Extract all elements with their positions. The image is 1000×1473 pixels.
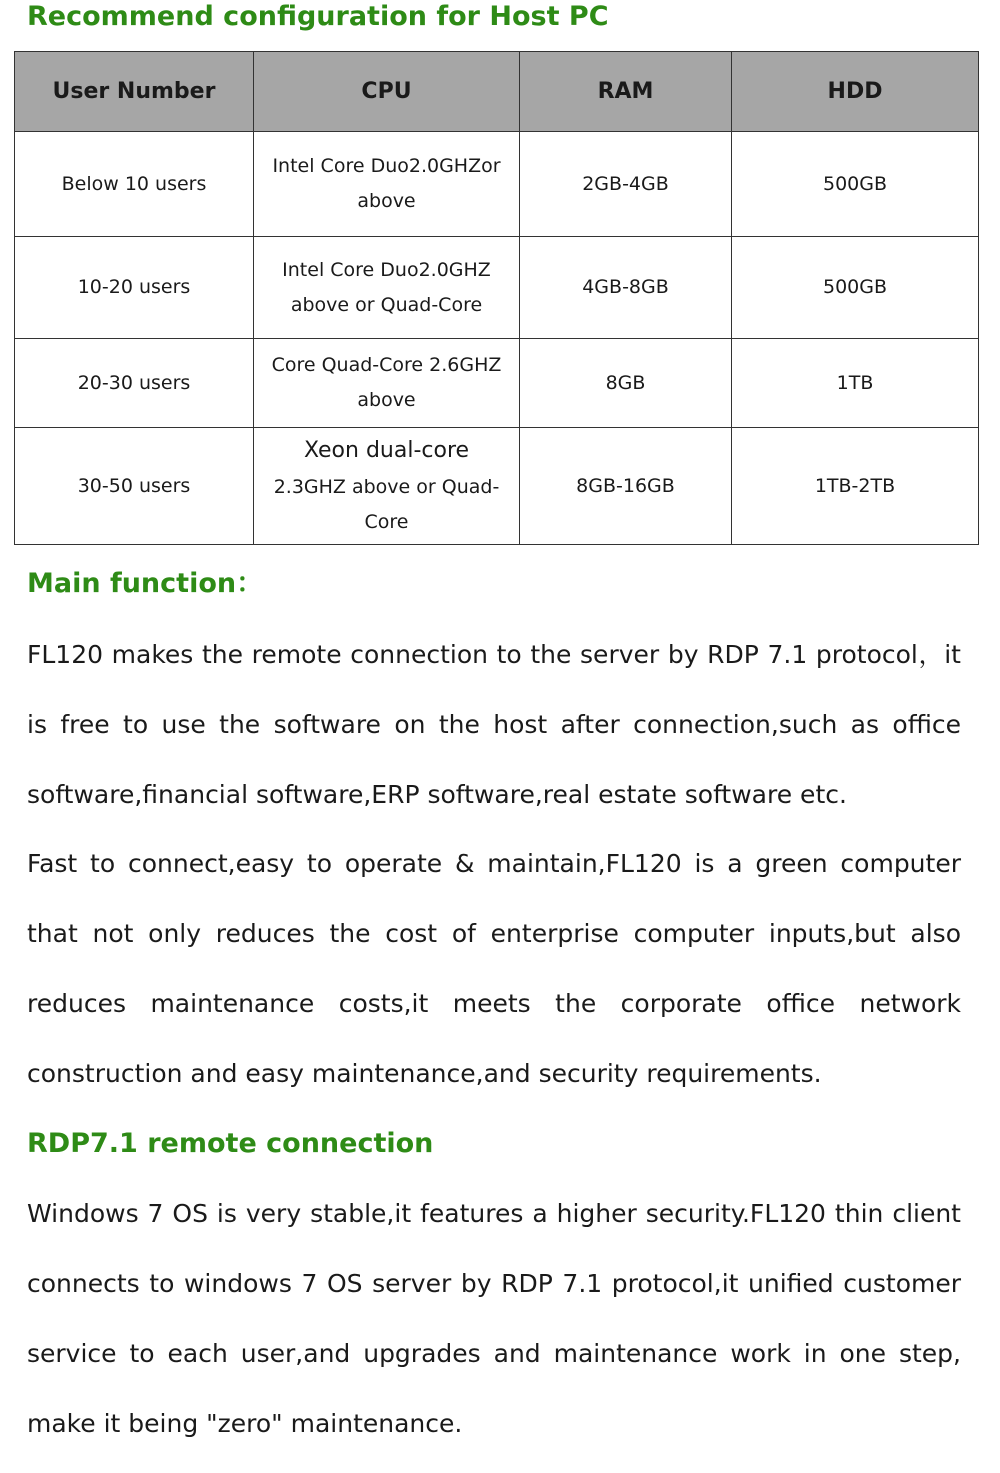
cell-ram: 8GB	[520, 339, 732, 428]
cell-users: 10-20 users	[15, 237, 254, 339]
cell-hdd: 500GB	[732, 132, 979, 237]
header-cpu: CPU	[254, 52, 520, 132]
rdp-paragraph: Windows 7 OS is very stable,it features a higher security.FL120 thin client connects to windows 7 OS server by RDP 7.1 protocol,it unified customer service to each user,and upgrades and maintenance work in one step, make it being "zero" maintenance.	[27, 1199, 961, 1438]
cell-ram: 2GB-4GB	[520, 132, 732, 237]
cell-users: 30-50 users	[15, 428, 254, 545]
cell-cpu: Intel Core Duo2.0GHZ above or Quad-Core	[254, 237, 520, 339]
header-hdd: HDD	[732, 52, 979, 132]
cell-cpu-line-2: 2.3GHZ above or Quad-Core	[273, 476, 500, 533]
table-row	[15, 237, 979, 339]
cell-hdd: 1TB-2TB	[732, 428, 979, 545]
host-config-table	[14, 51, 979, 545]
cell-cpu	[254, 428, 520, 545]
cell-hdd: 1TB	[732, 339, 979, 428]
cell-ram: 8GB-16GB	[520, 428, 732, 545]
cell-users: 20-30 users	[15, 339, 254, 428]
main-function-paragraph-2: Fast to connect,easy to operate & maintain,FL120 is a green computer that not only reduces the cost of enterprise computer inputs,but also reduces maintenance costs,it meets the corporate office network construction and easy maintenance,and security requirements.	[27, 849, 961, 1088]
cell-hdd: 500GB	[732, 237, 979, 339]
table-row	[15, 132, 979, 237]
page-title: Recommend configuration for Host PC	[27, 1, 609, 32]
main-function-heading: Main function：	[27, 568, 264, 599]
cell-cpu-line-1: Xeon dual-core	[303, 438, 470, 463]
cell-users: Below 10 users	[15, 132, 254, 237]
table-row	[15, 339, 979, 428]
main-function-paragraph-1: FL120 makes the remote connection to the server by RDP 7.1 protocol，it is free to use the software on the host after connection,such as office software,financial software,ERP software,real estate software etc.	[27, 640, 961, 809]
cell-cpu: Intel Core Duo2.0GHZor above	[254, 132, 520, 237]
table-header-row	[15, 52, 979, 132]
header-user-number: User Number	[15, 52, 254, 132]
header-ram: RAM	[520, 52, 732, 132]
rdp-heading: RDP7.1 remote connection	[27, 1128, 434, 1159]
table-row	[15, 428, 979, 545]
cell-cpu: Core Quad-Core 2.6GHZ above	[254, 339, 520, 428]
cell-ram: 4GB-8GB	[520, 237, 732, 339]
